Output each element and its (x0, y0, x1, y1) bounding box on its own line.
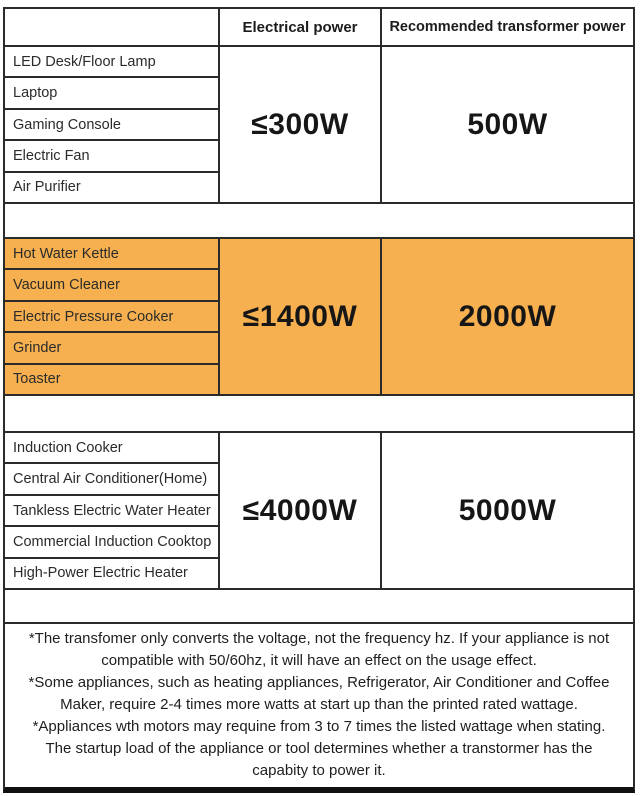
appliance-label: Electric Fan (13, 147, 90, 164)
appliance-label: LED Desk/Floor Lamp (13, 53, 156, 70)
appliance-name-column (5, 239, 220, 394)
appliance-row (5, 496, 218, 527)
appliance-label: Toaster (13, 371, 61, 388)
appliance-label: Hot Water Kettle (13, 245, 119, 262)
table-frame (3, 7, 635, 793)
appliance-label: Induction Cooker (13, 439, 123, 456)
transformer-power-value: 500W (467, 107, 548, 141)
electrical-power-cell (220, 47, 382, 202)
electrical-power-value: ≤4000W (242, 493, 358, 527)
appliance-row (5, 559, 218, 588)
appliance-row (5, 78, 218, 109)
appliance-name-column (5, 47, 220, 202)
appliance-label: Grinder (13, 339, 62, 356)
appliance-row (5, 302, 218, 333)
electrical-power-value: ≤300W (251, 107, 349, 141)
section-spacer (5, 204, 633, 237)
appliance-group-low-power (5, 45, 633, 204)
note-text: *The transfomer only converts the voltage, not the frequency hz. If your appliance is not compatible with 50/60hz, it will have an effect on the usage effect. (28, 630, 610, 669)
transformer-power-value: 2000W (458, 299, 557, 333)
appliance-label: Central Air Conditioner(Home) (13, 471, 208, 488)
table-header-row (5, 9, 633, 45)
header-cell-transformer-power: Recommended transformer power (389, 19, 626, 35)
appliance-row (5, 365, 218, 394)
appliance-row (5, 47, 218, 78)
appliance-label: Electric Pressure Cooker (13, 308, 174, 325)
appliance-label: Commercial Induction Cooktop (13, 533, 212, 550)
appliance-row (5, 270, 218, 301)
notes-section (5, 622, 633, 792)
appliance-row (5, 333, 218, 364)
appliance-label: Air Purifier (13, 179, 81, 196)
section-spacer (5, 590, 633, 622)
header-cell-appliance (5, 9, 220, 45)
transformer-power-cell (382, 47, 633, 202)
header-cell-electrical-power: Electrical power (220, 9, 382, 45)
appliance-row (5, 464, 218, 495)
appliance-row (5, 433, 218, 464)
appliance-row (5, 110, 218, 141)
appliance-row (5, 141, 218, 172)
electrical-power-value: ≤1400W (242, 299, 358, 333)
appliance-label: Tankless Electric Water Heater (13, 502, 211, 519)
appliance-label: Gaming Console (13, 116, 121, 133)
transformer-power-cell (382, 433, 633, 588)
appliance-row (5, 527, 218, 558)
section-spacer (5, 396, 633, 431)
appliance-label: High-Power Electric Heater (13, 565, 188, 582)
electrical-power-cell (220, 239, 382, 394)
appliance-label: Vacuum Cleaner (13, 277, 120, 294)
note-text: *Appliances wth motors may requine from 3 to 7 times the listed wattage when stating. The startup load of the appliance or tool determines whether a transtormer has the capabity to power it. (32, 718, 606, 779)
transformer-power-value: 5000W (458, 493, 557, 527)
appliance-name-column (5, 433, 220, 588)
electrical-power-cell (220, 433, 382, 588)
transformer-power-cell (382, 239, 633, 394)
appliance-group-medium-power-highlighted (5, 237, 633, 396)
appliance-label: Laptop (13, 85, 58, 102)
appliance-row (5, 173, 218, 202)
note-text: *Some appliances, such as heating appliances, Refrigerator, Air Conditioner and Coffee Maker, require 2-4 times more watts at start up than the printed rated wattage. (28, 674, 610, 713)
appliance-row (5, 239, 218, 270)
appliance-group-high-power (5, 431, 633, 590)
